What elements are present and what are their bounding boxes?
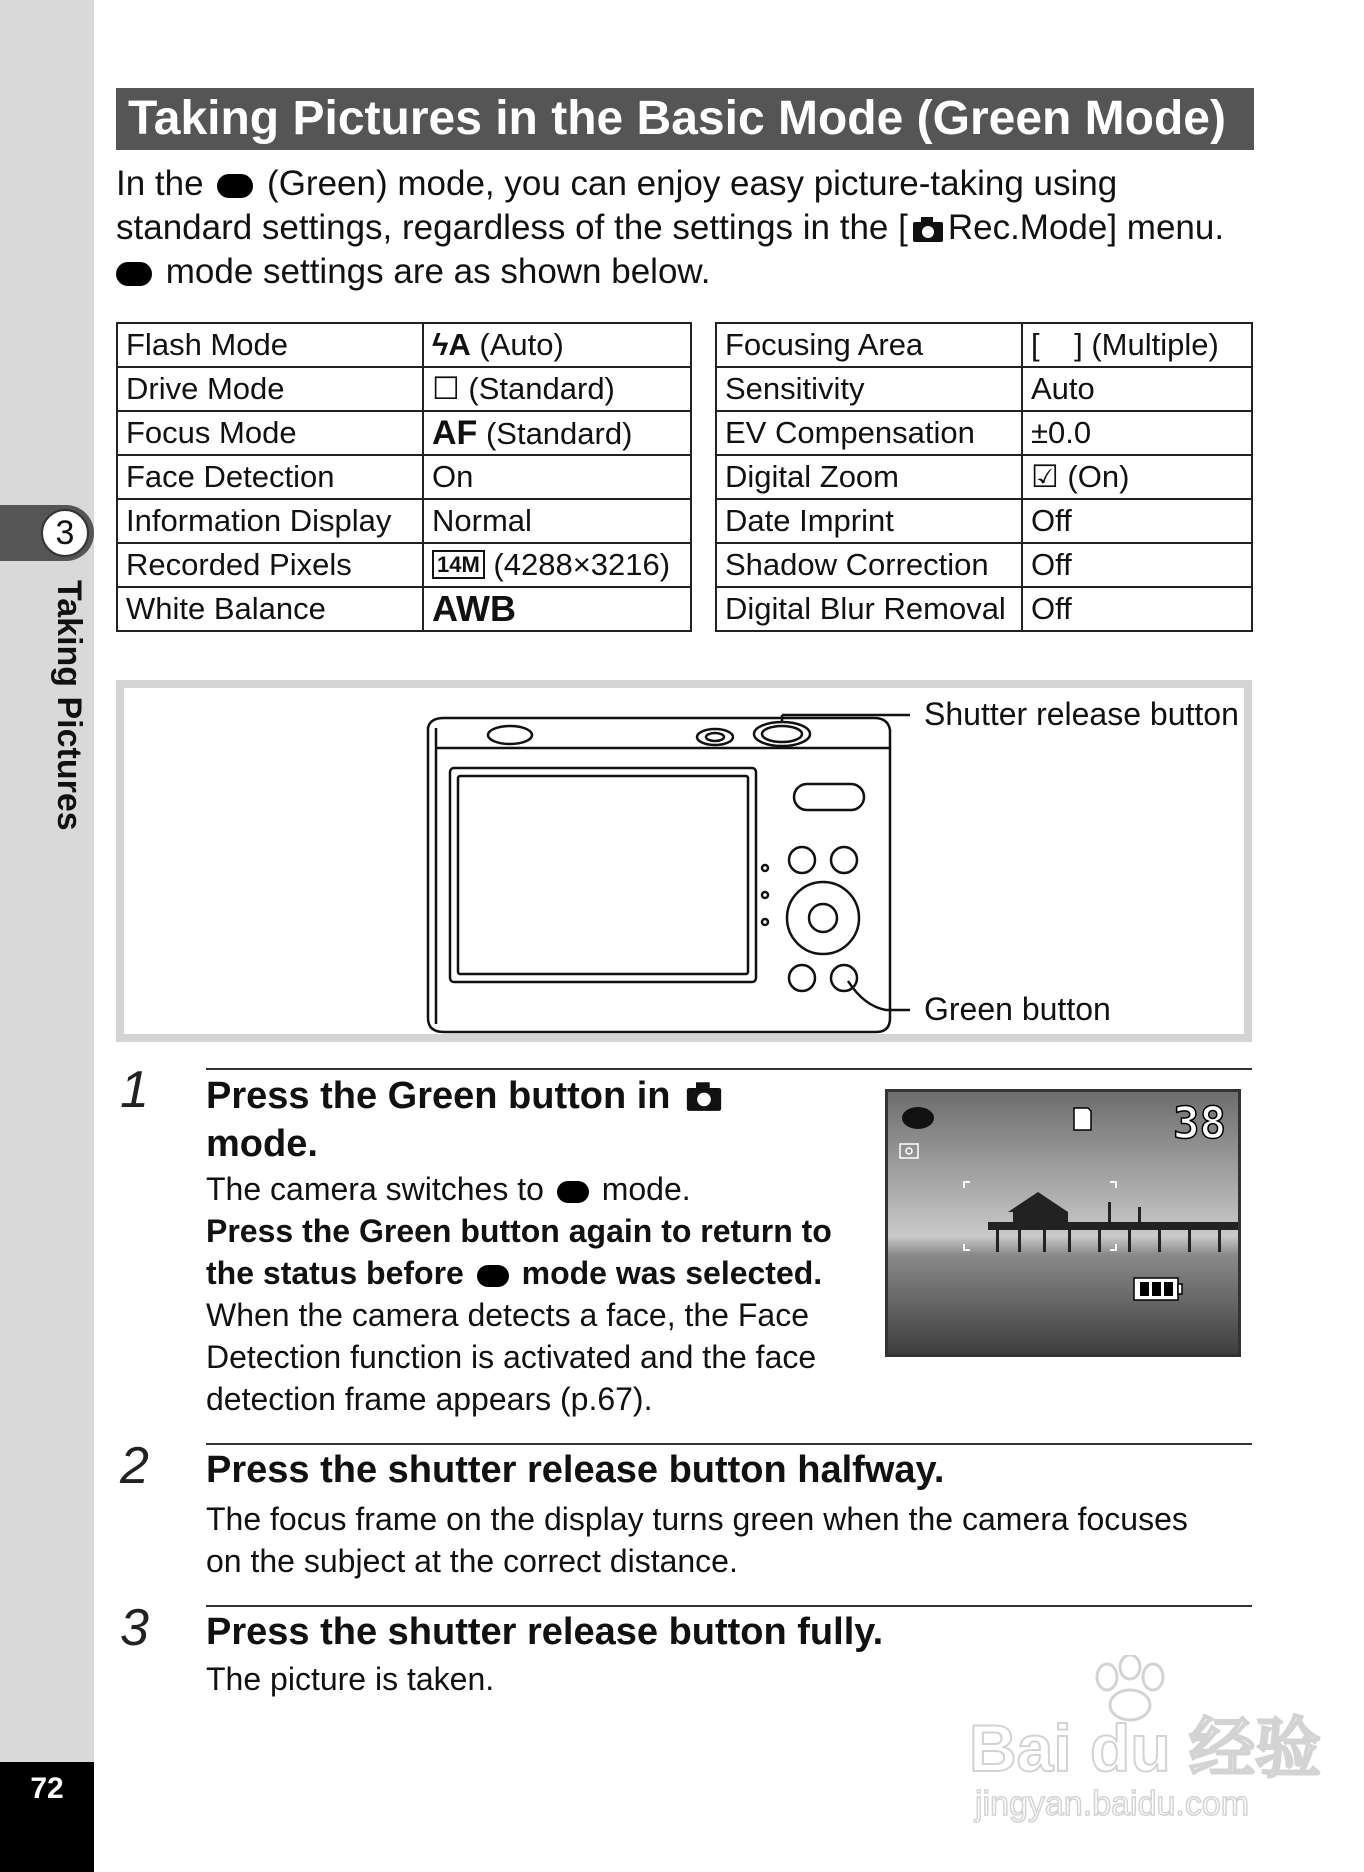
setting-label: Information Display [117,499,423,543]
setting-value [423,411,691,455]
step-divider [206,1443,1252,1445]
green-mode-icon [116,262,152,286]
step-body-text: Detection function is activated and the face [206,1339,817,1375]
step-note-bold: mode was selected. [521,1255,823,1291]
step-body-text: The picture is taken. [206,1661,495,1697]
chapter-sidebar [0,0,94,1872]
green-mode-icon [217,174,253,198]
settings-table-left [116,322,692,632]
table-row [716,367,1252,411]
intro-line2-b: Rec.Mode] menu. [947,208,1225,247]
setting-value-text: (4288×3216) [493,547,671,582]
setting-label: White Balance [117,587,423,631]
intro-line1-a: In the [116,164,204,203]
table-row [117,455,691,499]
camera-diagram-box [116,680,1252,1042]
focus-area-icon: [ ] [1031,327,1083,362]
step-number: 2 [120,1437,149,1495]
step-body-text: The camera switches to [206,1171,544,1207]
table-row [716,411,1252,455]
setting-label: Digital Zoom [716,455,1022,499]
step-heading: Press the shutter release button halfway. [206,1449,945,1491]
awb-icon: AWB [432,588,516,629]
setting-value: Off [1022,587,1252,631]
green-mode-icon [477,1265,509,1287]
setting-value-text: (Auto) [479,327,564,362]
step-heading-text: Press the Green button in [206,1075,671,1117]
watermark-url: jingyan.baidu.com [975,1785,1250,1823]
intro-line2-a: standard settings, regardless of the settings in the [ [116,208,908,247]
green-button-label: Green button [924,991,1111,1027]
setting-value-text: (On) [1067,459,1130,494]
page-number: 72 [30,1772,64,1805]
step-note-bold: the status before [206,1255,464,1291]
step-body-text: on the subject at the correct distance. [206,1543,738,1579]
camera-icon [684,1080,724,1112]
setting-label: Date Imprint [716,499,1022,543]
setting-value-text: (Multiple) [1091,327,1219,362]
checkbox-icon: ☑ [1031,459,1059,494]
table-row [716,499,1252,543]
setting-value [423,367,691,411]
table-row [117,499,691,543]
table-row [117,543,691,587]
setting-label: Flash Mode [117,323,423,367]
step-heading-text: mode. [206,1123,318,1165]
setting-value: Off [1022,543,1252,587]
drive-standard-icon: ☐ [432,371,460,406]
step-body-text: The focus frame on the display turns green when the camera focuses [206,1501,1188,1537]
setting-value: Auto [1022,367,1252,411]
lcd-preview [885,1089,1241,1357]
setting-value [423,323,691,367]
intro-line3: mode settings are as shown below. [165,252,711,291]
setting-label: Shadow Correction [716,543,1022,587]
step-body-text: detection frame appears (p.67). [206,1381,653,1417]
intro-paragraph [116,162,1266,294]
14m-icon: 14M [432,550,485,579]
intro-line1-b: (Green) mode, you can enjoy easy picture-taking using [267,164,1118,203]
setting-label: Face Detection [117,455,423,499]
setting-label: Digital Blur Removal [716,587,1022,631]
step-body [206,1498,1266,1582]
setting-value: Off [1022,499,1252,543]
shutter-release-label: Shutter release button [924,696,1239,732]
step-divider [206,1068,1252,1070]
setting-value-text: (Standard) [485,415,633,451]
table-row [117,411,691,455]
camera-icon [911,215,945,243]
setting-value [1022,323,1252,367]
setting-value: Normal [423,499,691,543]
step-heading [206,1072,766,1168]
setting-value: ±0.0 [1022,411,1252,455]
step-divider [206,1605,1252,1607]
table-row [716,323,1252,367]
setting-value-text: (Standard) [468,371,615,406]
setting-value [1022,455,1252,499]
step-number: 1 [120,1061,149,1119]
step-body [206,1168,876,1420]
step-heading: Press the shutter release button fully. [206,1611,884,1653]
step-note-bold: Press the Green button again to return to [206,1213,832,1249]
settings-table-right [715,322,1253,632]
table-row [716,455,1252,499]
table-row [117,587,691,631]
step-body-text: When the camera detects a face, the Face [206,1297,809,1333]
watermark-text: Bai du 经验 [969,1711,1322,1785]
setting-value: On [423,455,691,499]
green-mode-icon [557,1181,589,1203]
af-icon: AF [432,413,478,452]
setting-label: Focus Mode [117,411,423,455]
setting-label: Focusing Area [716,323,1022,367]
page-title: Taking Pictures in the Basic Mode (Green Mode) [116,88,1254,150]
table-row [716,543,1252,587]
shots-remaining: 38 [1173,1098,1226,1149]
step-body-text: mode. [601,1171,691,1207]
table-row [716,587,1252,631]
setting-label: Sensitivity [716,367,1022,411]
chapter-number: 3 [41,509,89,557]
chapter-title: Taking Pictures [50,580,88,831]
setting-label: Recorded Pixels [117,543,423,587]
setting-value [423,543,691,587]
table-row [117,323,691,367]
setting-label: EV Compensation [716,411,1022,455]
table-row [117,367,691,411]
setting-value [423,587,691,631]
baidu-watermark [965,1665,1322,1845]
setting-label: Drive Mode [117,367,423,411]
flash-auto-icon: ϟA [432,327,471,362]
camera-back-illustration [124,688,1244,1034]
step-number: 3 [120,1599,149,1657]
